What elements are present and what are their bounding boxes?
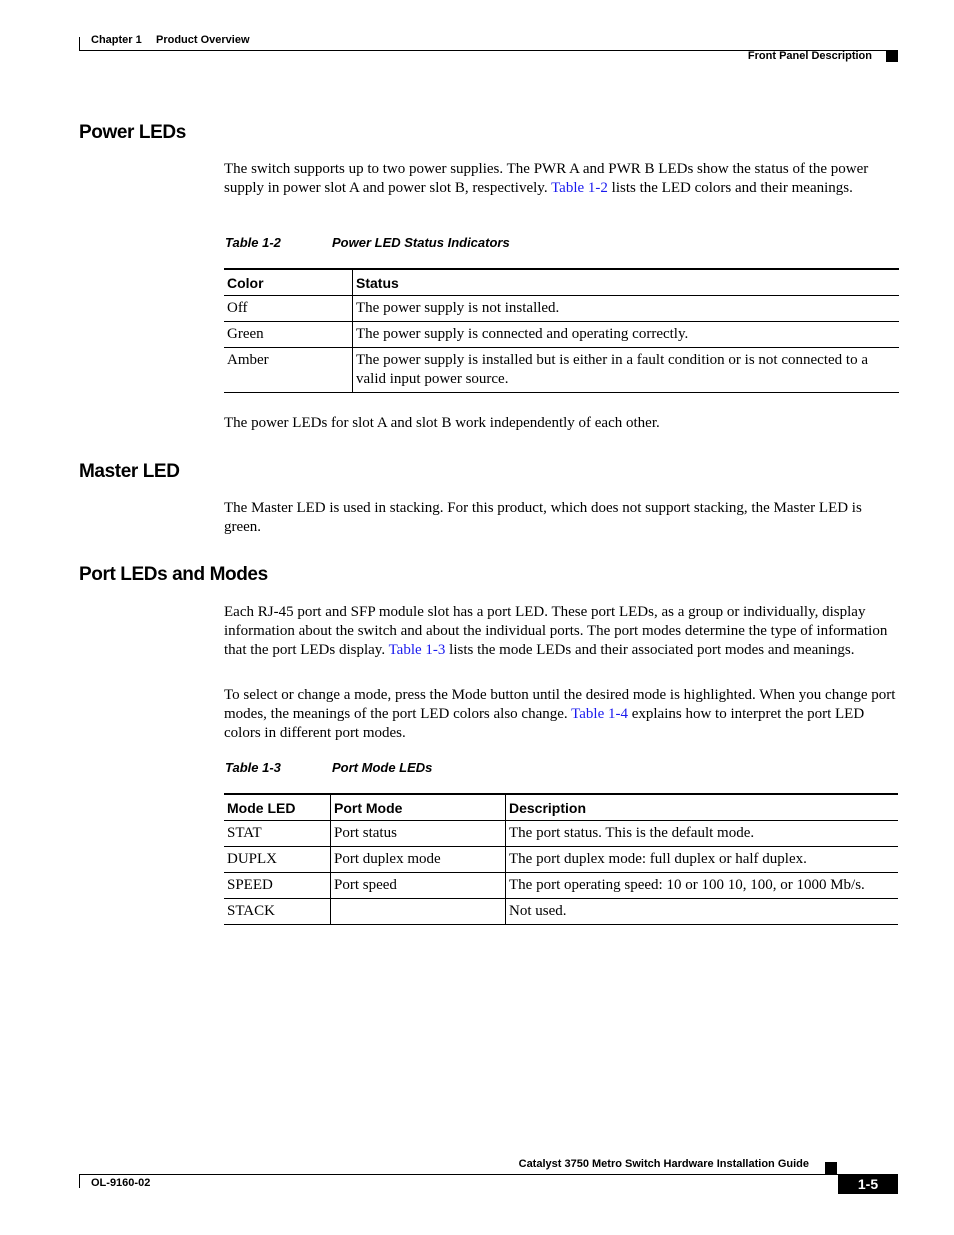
column-header: Mode LED [224, 794, 331, 821]
table-row [224, 873, 898, 899]
header-left-bar [79, 37, 80, 51]
power-led-table [224, 268, 899, 393]
table-cell: Port duplex mode [331, 847, 506, 873]
table-cell: Port speed [331, 873, 506, 899]
table-row [224, 821, 898, 847]
header-section: Front Panel Description [747, 50, 872, 62]
footer-black-block [825, 1162, 837, 1174]
intro-text-end: lists the LED colors and their meanings. [607, 180, 853, 196]
power-leds-intro [224, 160, 900, 198]
table-row [224, 847, 898, 873]
paragraph-text: To select or change a mode, press the Mode button until the desired mode is highlighted. When you change port modes, the meanings of the port LED colors also change. [224, 687, 896, 722]
paragraph-text: Each RJ-45 port and SFP module slot has a port LED. These port LEDs, as a group or individually, display information about the switch and about the individual ports. The port modes determine the type of information that the port LEDs display. [224, 604, 888, 658]
table-cell: The power supply is not installed. [353, 296, 900, 322]
table-header-row [224, 269, 899, 296]
port-leds-paragraph-1 [224, 603, 900, 660]
page-number: 1-5 [857, 1176, 879, 1192]
column-header: Status [353, 269, 900, 296]
table-cell: The port duplex mode: full duplex or half duplex. [506, 847, 899, 873]
footer-doc-number: OL-9160-02 [91, 1177, 151, 1189]
column-header: Description [506, 794, 899, 821]
header-chapter-title: Product Overview [156, 34, 250, 46]
paragraph-text-end: explains how to interpret the port LED colors in different port modes. [224, 706, 865, 741]
table-cell: DUPLX [224, 847, 331, 873]
table-title: Port Mode LEDs [332, 760, 433, 775]
table-1-2-caption [225, 235, 510, 250]
table-cell: Green [224, 322, 353, 348]
section-heading-master-led: Master LED [79, 461, 180, 482]
table-row [224, 348, 899, 393]
table-cell: Off [224, 296, 353, 322]
section-heading-power-leds: Power LEDs [79, 122, 186, 143]
table-cell: Port status [331, 821, 506, 847]
table-number: Table 1-3 [225, 760, 281, 775]
table-row [224, 322, 899, 348]
power-leds-note: The power LEDs for slot A and slot B work independently of each other. [224, 415, 660, 431]
table-cell [331, 899, 506, 925]
table-cell: The power supply is installed but is either in a fault condition or is not connected to a valid input power source. [353, 348, 900, 393]
table-row [224, 899, 898, 925]
header-chapter: Chapter 1 [91, 34, 142, 46]
footer-guide-title: Catalyst 3750 Metro Switch Hardware Installation Guide [518, 1158, 809, 1170]
port-mode-table [224, 793, 898, 925]
table-cell: Not used. [506, 899, 899, 925]
port-leds-paragraph-2 [224, 686, 900, 743]
paragraph-text-end: lists the mode LEDs and their associated port modes and meanings. [445, 642, 855, 658]
table-row [224, 296, 899, 322]
header-black-block [886, 50, 898, 62]
table-header-row [224, 794, 898, 821]
table-1-3-caption [225, 760, 433, 775]
intro-text: The switch supports up to two power supplies. The PWR A and PWR B LEDs show the status of the power supply in power slot A and power slot B, respectively. [224, 161, 869, 196]
table-1-2-link[interactable]: Table 1-2 [551, 180, 608, 196]
master-led-text: The Master LED is used in stacking. For this product, which does not support stacking, the Master LED is green. [224, 500, 862, 535]
section-heading-port-leds: Port LEDs and Modes [79, 564, 268, 585]
column-header: Color [224, 269, 353, 296]
table-cell: STAT [224, 821, 331, 847]
table-title: Power LED Status Indicators [332, 235, 510, 250]
table-1-4-link[interactable]: Table 1-4 [571, 706, 628, 722]
table-cell: SPEED [224, 873, 331, 899]
footer-left-bar [79, 1174, 80, 1188]
table-cell: STACK [224, 899, 331, 925]
footer-rule [79, 1174, 898, 1175]
table-cell: The port operating speed: 10 or 100 10, 100, or 1000 Mb/s. [506, 873, 899, 899]
table-cell: Amber [224, 348, 353, 393]
table-cell: The port status. This is the default mode. [506, 821, 899, 847]
table-number: Table 1-2 [225, 235, 281, 250]
column-header: Port Mode [331, 794, 506, 821]
table-1-3-link[interactable]: Table 1-3 [388, 642, 446, 658]
table-cell: The power supply is connected and operating correctly. [353, 322, 900, 348]
